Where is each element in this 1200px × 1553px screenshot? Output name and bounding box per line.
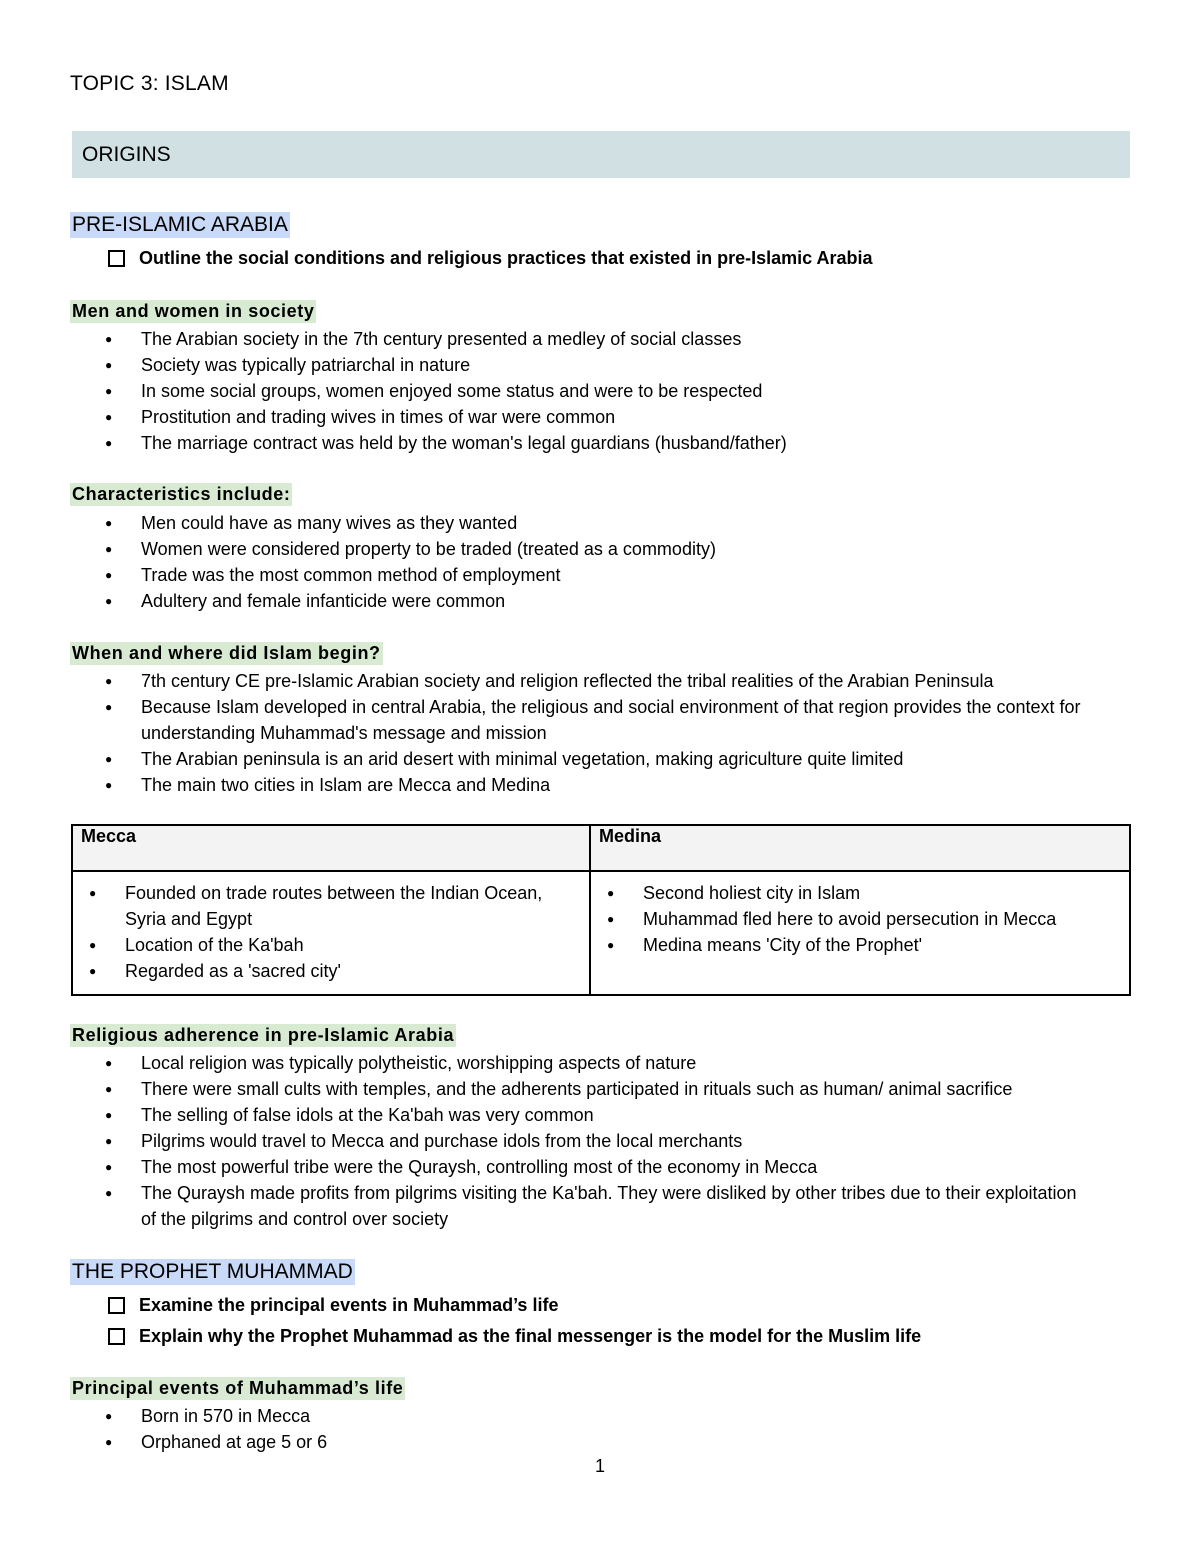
list-item: ● The Arabian society in the 7th century presented a medley of social classes [105, 326, 787, 352]
page-number: 1 [594, 1456, 605, 1476]
objective-text: Outline the social conditions and religious practices that existed in pre-Islamic Arabia [139, 248, 873, 268]
list-item: ● Muhammad fled here to avoid persecution in Mecca [607, 906, 1121, 932]
table-header-mecca: Mecca [72, 825, 590, 871]
list-item: ● Prostitution and trading wives in times of war were common [105, 404, 787, 430]
list-item: ● The Arabian peninsula is an arid desert with minimal vegetation, making agriculture quite limited [105, 746, 1095, 772]
list-item: ● The marriage contract was held by the woman's legal guardians (husband/father) [105, 430, 787, 456]
objective-outline [108, 248, 873, 269]
list-item: ● Society was typically patriarchal in nature [105, 352, 787, 378]
heading-pre-islamic-arabia: PRE-ISLAMIC ARABIA [72, 213, 288, 236]
list-item: ● There were small cults with temples, and the adherents participated in rituals such as human/ animal sacrifice [105, 1076, 1095, 1102]
table-header-medina: Medina [590, 825, 1130, 871]
list-item: ● Pilgrims would travel to Mecca and purchase idols from the local merchants [105, 1128, 1095, 1154]
heading-men-and-women: Men and women in society [72, 301, 315, 321]
list-item: ● Founded on trade routes between the Indian Ocean, Syria and Egypt [89, 880, 581, 932]
list-item: ● Second holiest city in Islam [607, 880, 1121, 906]
heading-characteristics: Characteristics include: [72, 484, 291, 504]
objective-explain [108, 1326, 921, 1347]
heading-when-where: When and where did Islam begin? [72, 643, 381, 663]
table-cell-mecca [72, 871, 590, 995]
objective-examine [108, 1295, 558, 1316]
list-item: ● The selling of false idols at the Ka'bah was very common [105, 1102, 1095, 1128]
mecca-medina-table [71, 824, 1131, 996]
heading-prophet-muhammad: THE PROPHET MUHAMMAD [72, 1260, 353, 1283]
list-item: ● Born in 570 in Mecca [105, 1403, 327, 1429]
section-band-label: ORIGINS [82, 143, 171, 166]
list-principal-events [105, 1403, 327, 1455]
list-item: ● Medina means 'City of the Prophet' [607, 932, 1121, 958]
objective-text: Examine the principal events in Muhammad’s life [139, 1295, 559, 1315]
list-item: ● The Quraysh made profits from pilgrims visiting the Ka'bah. They were disliked by other tribes due to their exploitation of the pilgrims and control over society [105, 1180, 1095, 1232]
checkbox-icon[interactable] [108, 1328, 125, 1345]
list-item: ● Men could have as many wives as they wanted [105, 510, 716, 536]
list-item: ● Trade was the most common method of employment [105, 562, 716, 588]
heading-religious-adherence: Religious adherence in pre-Islamic Arabia [72, 1025, 455, 1045]
table-row [72, 871, 1130, 995]
checkbox-icon[interactable] [108, 250, 125, 267]
list-characteristics [105, 510, 716, 614]
topic-title: TOPIC 3: ISLAM [70, 72, 229, 95]
list-when-where [105, 668, 1095, 798]
checkbox-icon[interactable] [108, 1297, 125, 1314]
list-item: ● Local religion was typically polytheistic, worshipping aspects of nature [105, 1050, 1095, 1076]
list-item: ● 7th century CE pre-Islamic Arabian society and religion reflected the tribal realities of the Arabian Peninsula [105, 668, 1095, 694]
list-item: ● In some social groups, women enjoyed some status and were to be respected [105, 378, 787, 404]
list-men-and-women [105, 326, 787, 456]
objective-text: Explain why the Prophet Muhammad as the final messenger is the model for the Muslim life [139, 1326, 922, 1346]
list-item: ● Orphaned at age 5 or 6 [105, 1429, 327, 1455]
list-item: ● The most powerful tribe were the Quraysh, controlling most of the economy in Mecca [105, 1154, 1095, 1180]
list-medina [599, 880, 1121, 958]
list-item: ● Location of the Ka'bah [89, 932, 581, 958]
list-item: ● The main two cities in Islam are Mecca and Medina [105, 772, 1095, 798]
list-mecca [81, 880, 581, 984]
list-item: ● Because Islam developed in central Arabia, the religious and social environment of that region provides the context for understanding Muhammad's message and mission [105, 694, 1095, 746]
list-item: ● Adultery and female infanticide were common [105, 588, 716, 614]
section-band-origins [72, 131, 1130, 178]
table-header-row [72, 825, 1130, 871]
heading-principal-events: Principal events of Muhammad’s life [72, 1378, 404, 1398]
list-religious-adherence [105, 1050, 1095, 1232]
list-item: ● Women were considered property to be traded (treated as a commodity) [105, 536, 716, 562]
table-cell-medina [590, 871, 1130, 995]
list-item: ● Regarded as a 'sacred city' [89, 958, 581, 984]
